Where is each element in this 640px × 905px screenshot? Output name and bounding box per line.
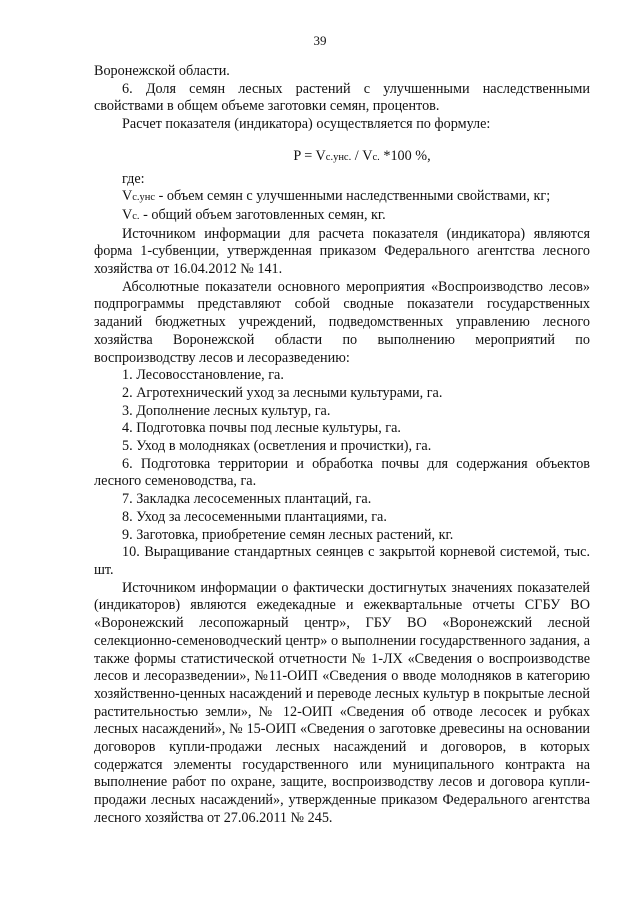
paragraph-indicator-6: 6. Доля семян лесных растений с улучшенными наследственными свойствами в общем объеме заготовки семян, процентов. [94, 80, 590, 115]
list-item: 7. Закладка лесосеменных плантаций, га. [122, 491, 372, 508]
definition-vsuns [94, 188, 590, 207]
list-item: 3. Дополнение лесных культур, га. [122, 402, 331, 419]
list-item: 9. Заготовка, приобретение семян лесных растений, кг. [122, 526, 454, 543]
definition-subscript: с.унс [132, 192, 156, 204]
paragraph-source: Источником информации для расчета показателя (индикатора) являются форма 1-субвенции, утвержденная приказом Федерального агентства лесного хозяйства от 16.04.2012 № 141. [94, 225, 590, 278]
list-item: 1. Лесовосстановление, га. [122, 367, 284, 384]
formula-rhs: *100 %, [379, 147, 431, 164]
definition-where: где: [122, 170, 145, 187]
definition-vs [94, 207, 590, 226]
list-item: 6. Подготовка территории и обработка почвы для содержания объектов лесного семеноводства, га. [94, 455, 590, 490]
list-item: 5. Уход в молодняках (осветления и прочистки), га. [122, 438, 432, 455]
formula-mid: / V [351, 147, 373, 164]
list-item: 2. Агротехнический уход за лесными культурами, га. [122, 384, 443, 401]
definition-subscript: с. [132, 210, 140, 222]
formula [94, 148, 590, 167]
definition-symbol: V [122, 206, 133, 223]
list-item: 8. Уход за лесосеменными плантациями, га. [122, 508, 387, 525]
paragraph-region: Воронежской области. [94, 63, 230, 79]
list-item: 4. Подготовка почвы под лесные культуры, га. [122, 420, 401, 437]
definition-symbol: V [122, 188, 133, 205]
paragraph-formula-intro: Расчет показателя (индикатора) осуществляется по формуле: [122, 116, 491, 133]
paragraph-information-sources: Источником информации о фактически достигнутых значениях показателей (индикаторов) являются ежедекадные и ежеквартальные отчеты СГБУ ВО «Воронежский лесопожарный центр», ГБУ ВО «Воронежский лесной селекционно-семеноводческий центр» о выполнении государственного задания, а также формы статистической отчетности № 1-ЛХ «Сведения о воспроизводстве лесов и лесоразведении», №11-ОИП «Сведения о вводе молодняков в категорию хозяйственно-ценных насаждений и переводе лесных культур в покрытые лесной растительностью земли», № 12-ОИП «Сведения об отводе лесосек и рубках лесных насаждений», № 15-ОИП «Сведения о заготовке древесины на основании договоров купли-продажи лесных насаждений и договоров, в которых содержатся элементы государственного или муниципального контракта на выполнение работ по охране, защите, воспроизводству лесов и договора купли-продажи лесных насаждений», утвержденные приказом Федерального агентства лесного хозяйства от 27.06.2011 № 245. [94, 579, 590, 826]
formula-sub-2: с. [372, 151, 380, 163]
formula-sub-1: с.унс. [325, 151, 352, 163]
document-body [94, 63, 590, 828]
formula-lhs: P = V [293, 147, 326, 164]
definition-text: - объем семян с улучшенными наследственными свойствами, кг; [155, 188, 551, 205]
page-number: 39 [313, 33, 327, 48]
list-item: 10. Выращивание стандартных сеянцев с закрытой корневой системой, тыс. шт. [94, 544, 590, 578]
paragraph-absolute-indicators: Абсолютные показатели основного мероприятия «Воспроизводство лесов» подпрограммы представляют собой сводные показатели государственных заданий бюджетных учреждений, подведомственных управлению лесного хозяйства Воронежской области по выполнению мероприятий по воспроизводству лесов и лесоразведению: [94, 278, 590, 366]
definition-text: - общий объем заготовленных семян, кг. [139, 206, 386, 223]
